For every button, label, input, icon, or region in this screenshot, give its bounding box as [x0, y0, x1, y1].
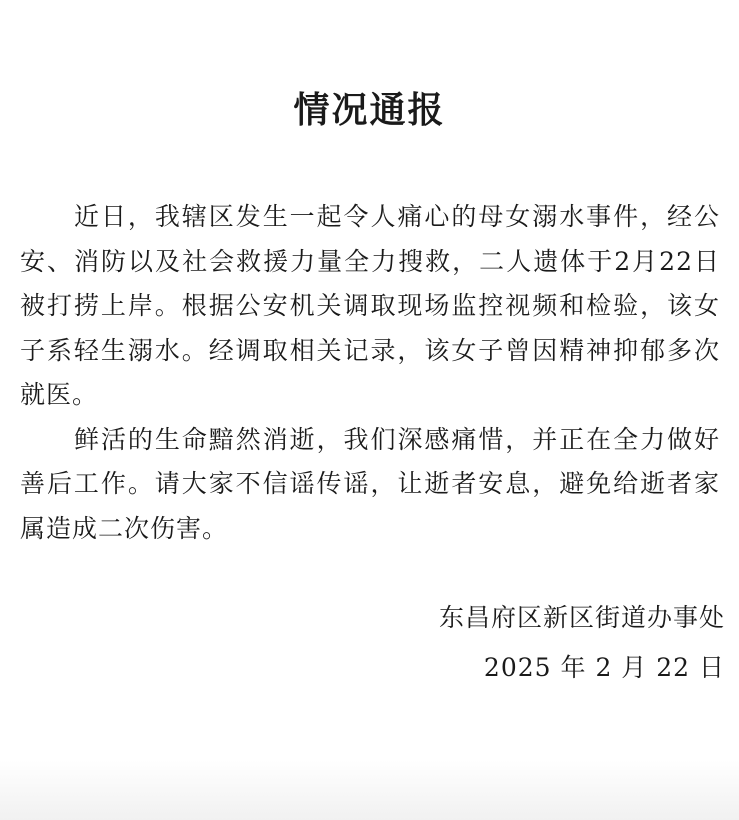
paragraph-incident: 近日，我辖区发生一起令人痛心的母女溺水事件，经公安、消防以及社会救援力量全力搜救，二人遗体于2月22日被打捞上岸。根据公安机关调取现场监控视频和检验，该女子系轻生溺水。经调取相关记录，该女子曾因精神抑郁多次就医。 [20, 202, 720, 409]
bottom-shadow [0, 760, 739, 820]
document-body [20, 195, 720, 551]
signature-organization: 东昌府区新区街道办事处 [438, 603, 725, 632]
signature-date: 2025 年 2 月 22 日 [483, 653, 725, 682]
document-title: 情况通报 [293, 90, 446, 131]
paragraph-appeal: 鲜活的生命黯然消逝，我们深感痛惜，并正在全力做好善后工作。请大家不信谣传谣，让逝者安息，避免给逝者家属造成二次伤害。 [20, 424, 720, 543]
